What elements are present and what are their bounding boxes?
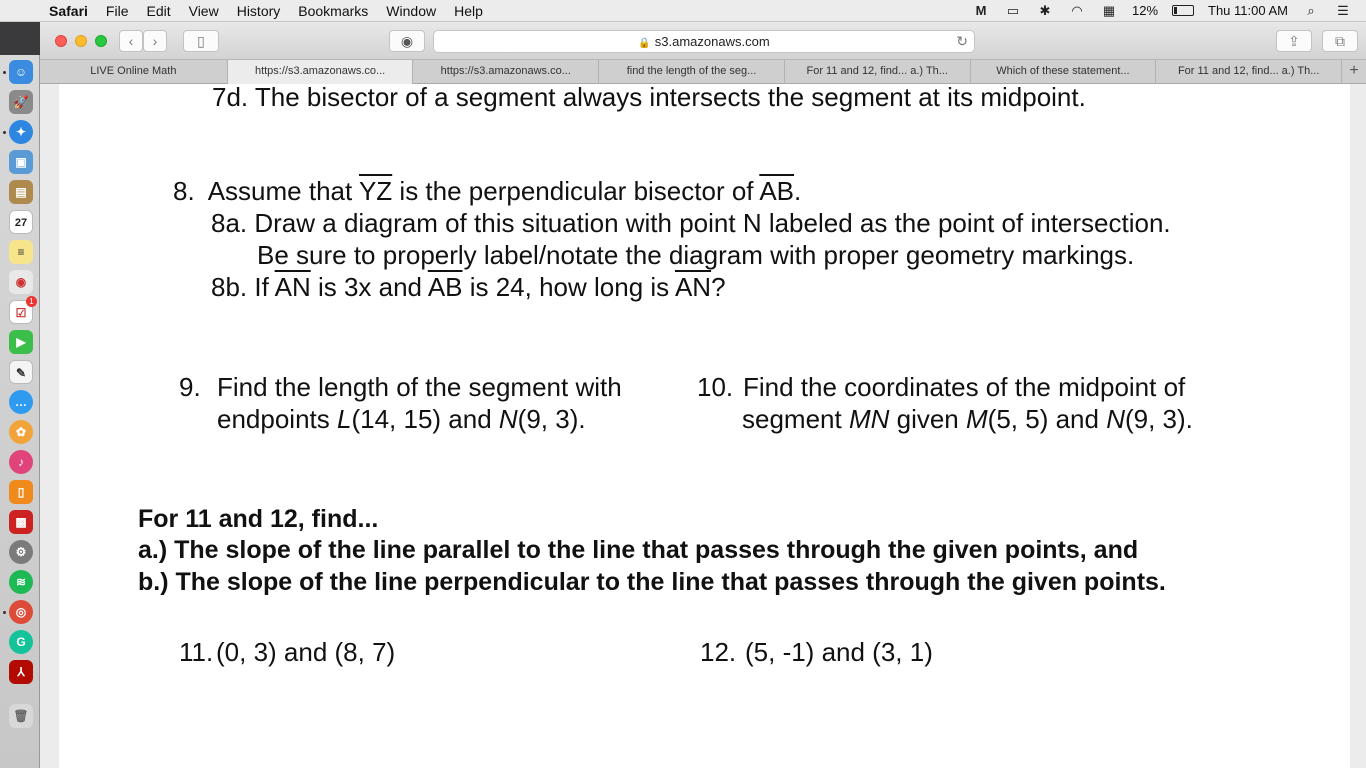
calendar-icon[interactable]: 27 xyxy=(9,210,33,234)
tab-find-length[interactable]: find the length of the seg... xyxy=(599,60,785,84)
photos-icon[interactable]: ✿ xyxy=(9,420,33,444)
bluetooth-icon[interactable]: ✱ xyxy=(1039,2,1051,18)
menu-bar xyxy=(0,0,1366,22)
menu-history[interactable]: History xyxy=(236,2,281,19)
menu-app-name[interactable]: Safari xyxy=(49,2,88,19)
safari-running-dot xyxy=(3,131,6,134)
menu-file[interactable]: File xyxy=(105,2,129,19)
status-tray xyxy=(972,3,1366,18)
wifi-icon[interactable]: ◠ xyxy=(1071,2,1083,18)
chrome-icon[interactable]: ◎ xyxy=(9,600,33,624)
safari-icon[interactable]: ✦ xyxy=(9,120,33,144)
chrome-running-dot xyxy=(3,611,6,614)
notes-folder-icon[interactable]: ▤ xyxy=(9,180,33,204)
tab-s3-active[interactable]: https://s3.amazonaws.co... xyxy=(228,60,414,84)
menu-edit[interactable]: Edit xyxy=(146,2,171,19)
question-8-text-pre: Assume that xyxy=(207,176,359,206)
forward-button[interactable]: › xyxy=(143,30,167,52)
facetime-icon[interactable]: ▶ xyxy=(9,330,33,354)
new-tab-button[interactable]: + xyxy=(1349,62,1359,79)
tab-which-statements[interactable]: Which of these statement... xyxy=(971,60,1157,84)
question-10-line2 xyxy=(742,404,1193,435)
question-8-text-mid: is the perpendicular bisector of xyxy=(392,176,760,206)
browser-toolbar xyxy=(40,22,1366,60)
ibooks-icon[interactable]: ▯ xyxy=(9,480,33,504)
share-button[interactable]: ⇪ xyxy=(1276,30,1312,52)
photos-app-icon[interactable]: ◉ xyxy=(9,270,33,294)
photo-booth-icon[interactable]: ▩ xyxy=(9,510,33,534)
system-preferences-icon[interactable]: ⚙ xyxy=(9,540,33,564)
close-window-button[interactable] xyxy=(55,35,67,47)
itunes-icon[interactable]: ♪ xyxy=(9,450,33,474)
question-9-endpoints-label: endpoints xyxy=(217,404,337,434)
clock[interactable]: Thu 11:00 AM xyxy=(1208,3,1288,18)
question-8b-mid2: is 24, how long is xyxy=(462,272,675,302)
show-tabs-button[interactable]: ⧉ xyxy=(1322,30,1358,52)
messages-icon[interactable]: … xyxy=(9,390,33,414)
segment-an: $\overline{AN}$ xyxy=(274,272,311,302)
question-9-line1: Find the length of the segment with xyxy=(217,372,622,402)
point-n-10: N xyxy=(1106,404,1125,434)
zoom-window-button[interactable] xyxy=(95,35,107,47)
question-10-number: 10. xyxy=(697,372,734,402)
point-m: M xyxy=(966,404,988,434)
back-button[interactable]: ‹ xyxy=(119,30,143,52)
menu-help[interactable]: Help xyxy=(454,2,483,19)
battery-icon[interactable] xyxy=(1172,5,1194,16)
segment-yz: $\overline{YZ}$ xyxy=(358,176,393,206)
airplay-icon[interactable]: ▭ xyxy=(1006,2,1020,18)
question-10-given: given xyxy=(889,404,966,434)
preview-icon[interactable]: ▣ xyxy=(9,150,33,174)
dock xyxy=(0,55,40,768)
battery-percent[interactable]: 12% xyxy=(1131,3,1159,18)
launchpad-icon[interactable]: 🚀 xyxy=(9,90,33,114)
question-12-text: (5, -1) and (3, 1) xyxy=(745,637,933,667)
question-8b xyxy=(211,272,726,303)
point-n-coords: (9, 3). xyxy=(517,404,586,434)
tab-for-11-12-second[interactable]: For 11 and 12, find... a.) Th... xyxy=(1156,60,1342,84)
segment-an-2: $\overline{AN}$ xyxy=(674,272,712,302)
safari-window xyxy=(40,22,1366,768)
question-11-number: 11. xyxy=(179,637,214,667)
sidebar-toggle-button[interactable]: ▯ xyxy=(183,30,219,52)
address-bar[interactable] xyxy=(433,30,975,53)
instructions-part-a: a.) The slope of the line parallel to the line that passes through the given points, and xyxy=(138,536,1139,564)
question-8b-end: ? xyxy=(711,272,726,302)
grammarly-extension-button[interactable]: ◉ xyxy=(389,30,425,52)
grammarly-icon[interactable]: G xyxy=(9,630,33,654)
question-9-number: 9. xyxy=(179,372,201,402)
reminders-icon[interactable]: ☑ xyxy=(9,300,33,324)
acrobat-icon[interactable]: ⅄ xyxy=(9,660,33,684)
calendar-tray-icon[interactable]: ▦ xyxy=(1102,2,1116,18)
point-n-10-coords: (9, 3). xyxy=(1124,404,1193,434)
lock-icon: 🔒 xyxy=(638,38,651,49)
notes-icon[interactable]: ≡ xyxy=(9,240,33,264)
point-l: L xyxy=(336,404,352,434)
tab-for-11-12[interactable]: For 11 and 12, find... a.) Th... xyxy=(785,60,971,84)
finder-icon[interactable]: ☺ xyxy=(9,60,33,84)
reminders-badge: 1 xyxy=(26,296,37,307)
notification-center-icon[interactable]: ☰ xyxy=(1337,2,1349,18)
question-11-text: (0, 3) and (8, 7) xyxy=(216,637,396,667)
question-10-segment-label: segment xyxy=(742,404,849,434)
tab-bar xyxy=(40,60,1366,84)
address-text: s3.amazonaws.com xyxy=(654,34,770,49)
malwarebytes-icon[interactable]: M xyxy=(975,2,987,18)
worksheet-page xyxy=(59,84,1350,768)
question-8 xyxy=(173,176,801,207)
question-10-line1: Find the coordinates of the midpoint of xyxy=(743,372,1186,402)
menu-window[interactable]: Window xyxy=(386,2,437,19)
menu-view[interactable]: View xyxy=(188,2,219,19)
textedit-icon[interactable]: ✎ xyxy=(9,360,33,384)
question-9-line2 xyxy=(217,404,586,435)
reload-icon[interactable]: ↻ xyxy=(956,33,968,49)
question-8a-line2: Be sure to properly label/notate the diagram with proper geometry markings. xyxy=(257,240,1135,270)
tab-s3[interactable]: https://s3.amazonaws.co... xyxy=(413,60,599,84)
question-8a-line1: 8a. Draw a diagram of this situation with point N labeled as the point of intersection. xyxy=(211,208,1171,238)
point-n: N xyxy=(498,404,518,434)
trash-icon[interactable]: 🗑 xyxy=(9,704,33,728)
minimize-window-button[interactable] xyxy=(75,35,87,47)
question-8-text-end: . xyxy=(794,176,802,206)
instructions-part-b: b.) The slope of the line perpendicular to the line that passes through the given points. xyxy=(138,568,1166,596)
segment-ab-2: $\overline{AB}$ xyxy=(427,272,463,302)
spotlight-search-icon[interactable]: ⌕ xyxy=(1307,2,1315,18)
question-8b-mid1: is 3x and xyxy=(310,272,428,302)
question-8-number: 8. xyxy=(173,176,195,206)
question-12-number: 12. xyxy=(700,637,737,667)
tab-live-online-math[interactable]: LIVE Online Math xyxy=(40,60,228,84)
point-l-coords: (14, 15) and xyxy=(351,404,499,434)
menu-bookmarks[interactable]: Bookmarks xyxy=(298,2,369,19)
question-8b-pre: 8b. If xyxy=(211,272,275,302)
segment-ab: $\overline{AB}$ xyxy=(759,176,794,206)
instructions-heading: For 11 and 12, find... xyxy=(138,505,379,533)
spotify-icon[interactable]: ≋ xyxy=(9,570,33,594)
question-7d: 7d. The bisector of a segment always intersects the segment at its midpoint. xyxy=(212,84,1086,112)
finder-running-dot xyxy=(3,71,6,74)
point-m-coords: (5, 5) and xyxy=(987,404,1107,434)
segment-mn: MN xyxy=(848,404,890,434)
